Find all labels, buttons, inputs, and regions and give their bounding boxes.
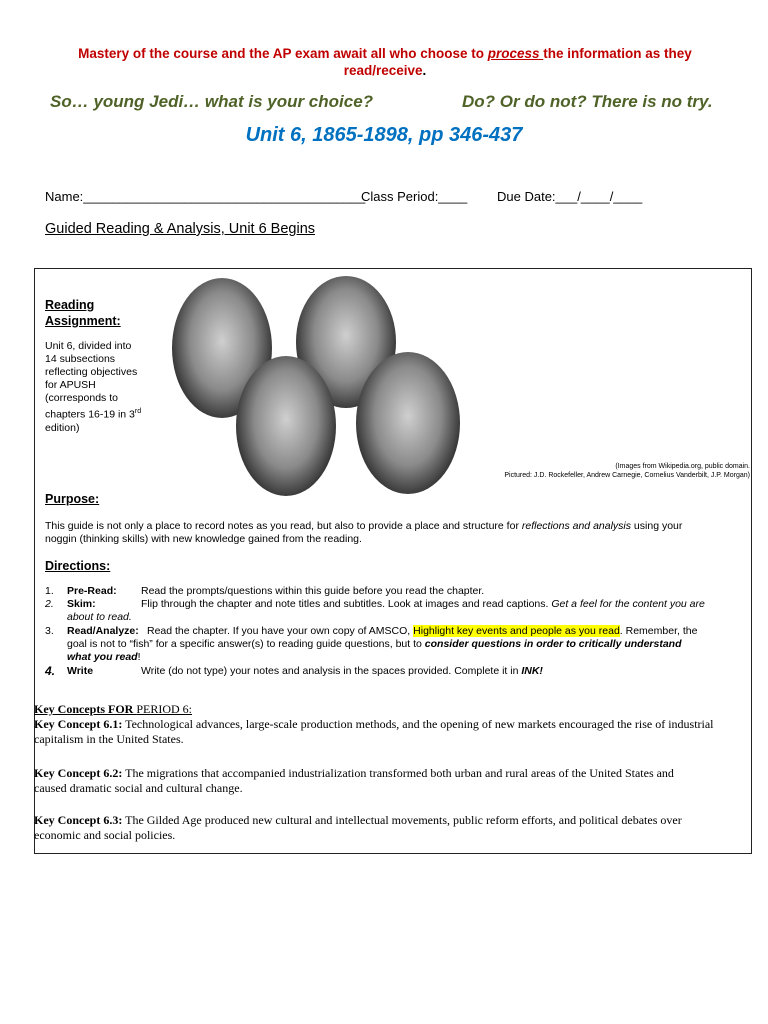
mastery-text-1: Mastery of the course and the AP exam await all who choose to	[78, 46, 488, 61]
caption-line2: Pictured: J.D. Rockefeller, Andrew Carnegie, Cornelius Vanderbilt, J.P. Morgan)	[504, 472, 750, 479]
portrait-carnegie	[236, 356, 336, 496]
unit-title: Unit 6, 1865-1898, pp 346-437	[245, 124, 523, 146]
reading-line: chapters 16-19 in 3rd	[45, 408, 142, 421]
portrait-morgan	[356, 352, 460, 494]
due-date-field[interactable]: Due Date:___/____/____	[497, 189, 643, 204]
reading-line: reflecting objectives	[45, 366, 138, 378]
directions-heading: Directions:	[45, 559, 111, 573]
purpose-heading: Purpose:	[45, 492, 100, 506]
mastery-text-2: the information as they read/receive	[343, 46, 692, 78]
mastery-period: .	[422, 63, 427, 78]
class-period-field[interactable]: Class Period:____	[361, 189, 468, 204]
reading-line: (corresponds to	[45, 392, 118, 404]
key-concepts-heading: Key Concepts FOR PERIOD 6:	[34, 702, 192, 716]
guided-reading-title: Guided Reading & Analysis, Unit 6 Begins	[45, 221, 316, 237]
caption-line1: (Images from Wikipedia.org, public domain.	[615, 463, 750, 470]
mastery-statement	[40, 45, 730, 79]
ordinal-suffix: rd	[134, 408, 142, 415]
reading-heading-line1: Reading	[45, 298, 95, 312]
jedi-question: So… young Jedi… what is your choice?	[50, 92, 374, 111]
key-concept-6-2: Key Concept 6.2: The migrations that accompanied industrialization transformed both urban and rural areas of the United States and caused dramatic social and cultural change.	[34, 766, 674, 795]
reading-assignment-heading	[45, 297, 121, 329]
reading-line: for APUSH	[45, 379, 96, 391]
jedi-answer: Do? Or do not? There is no try.	[462, 92, 713, 111]
name-field[interactable]: Name:_______________________________________	[45, 189, 366, 204]
mastery-process-word: process	[487, 46, 544, 61]
highlighted-instruction: Highlight key events and people as you read	[413, 625, 620, 637]
reading-line: Unit 6, divided into	[45, 340, 132, 352]
key-concept-6-3: Key Concept 6.3: The Gilded Age produced new cultural and intellectual movements, public reform efforts, and political debates over economic and social policies.	[34, 813, 682, 842]
image-caption	[450, 462, 750, 480]
reading-heading-line2: Assignment:	[45, 314, 121, 328]
reading-line: edition)	[45, 421, 80, 434]
reading-assignment-text	[45, 340, 165, 435]
key-concept-6-1: Key Concept 6.1: Technological advances, large-scale production methods, and the opening of new markets encouraged the rise of industrial capitalism in the United States.	[34, 717, 714, 746]
purpose-text: This guide is not only a place to record notes as you read, but also to provide a place and structure for reflections and analysis using your noggin (thinking skills) with new knowledge gained from the reading.	[45, 520, 683, 545]
reading-line: 14 subsections	[45, 353, 116, 365]
